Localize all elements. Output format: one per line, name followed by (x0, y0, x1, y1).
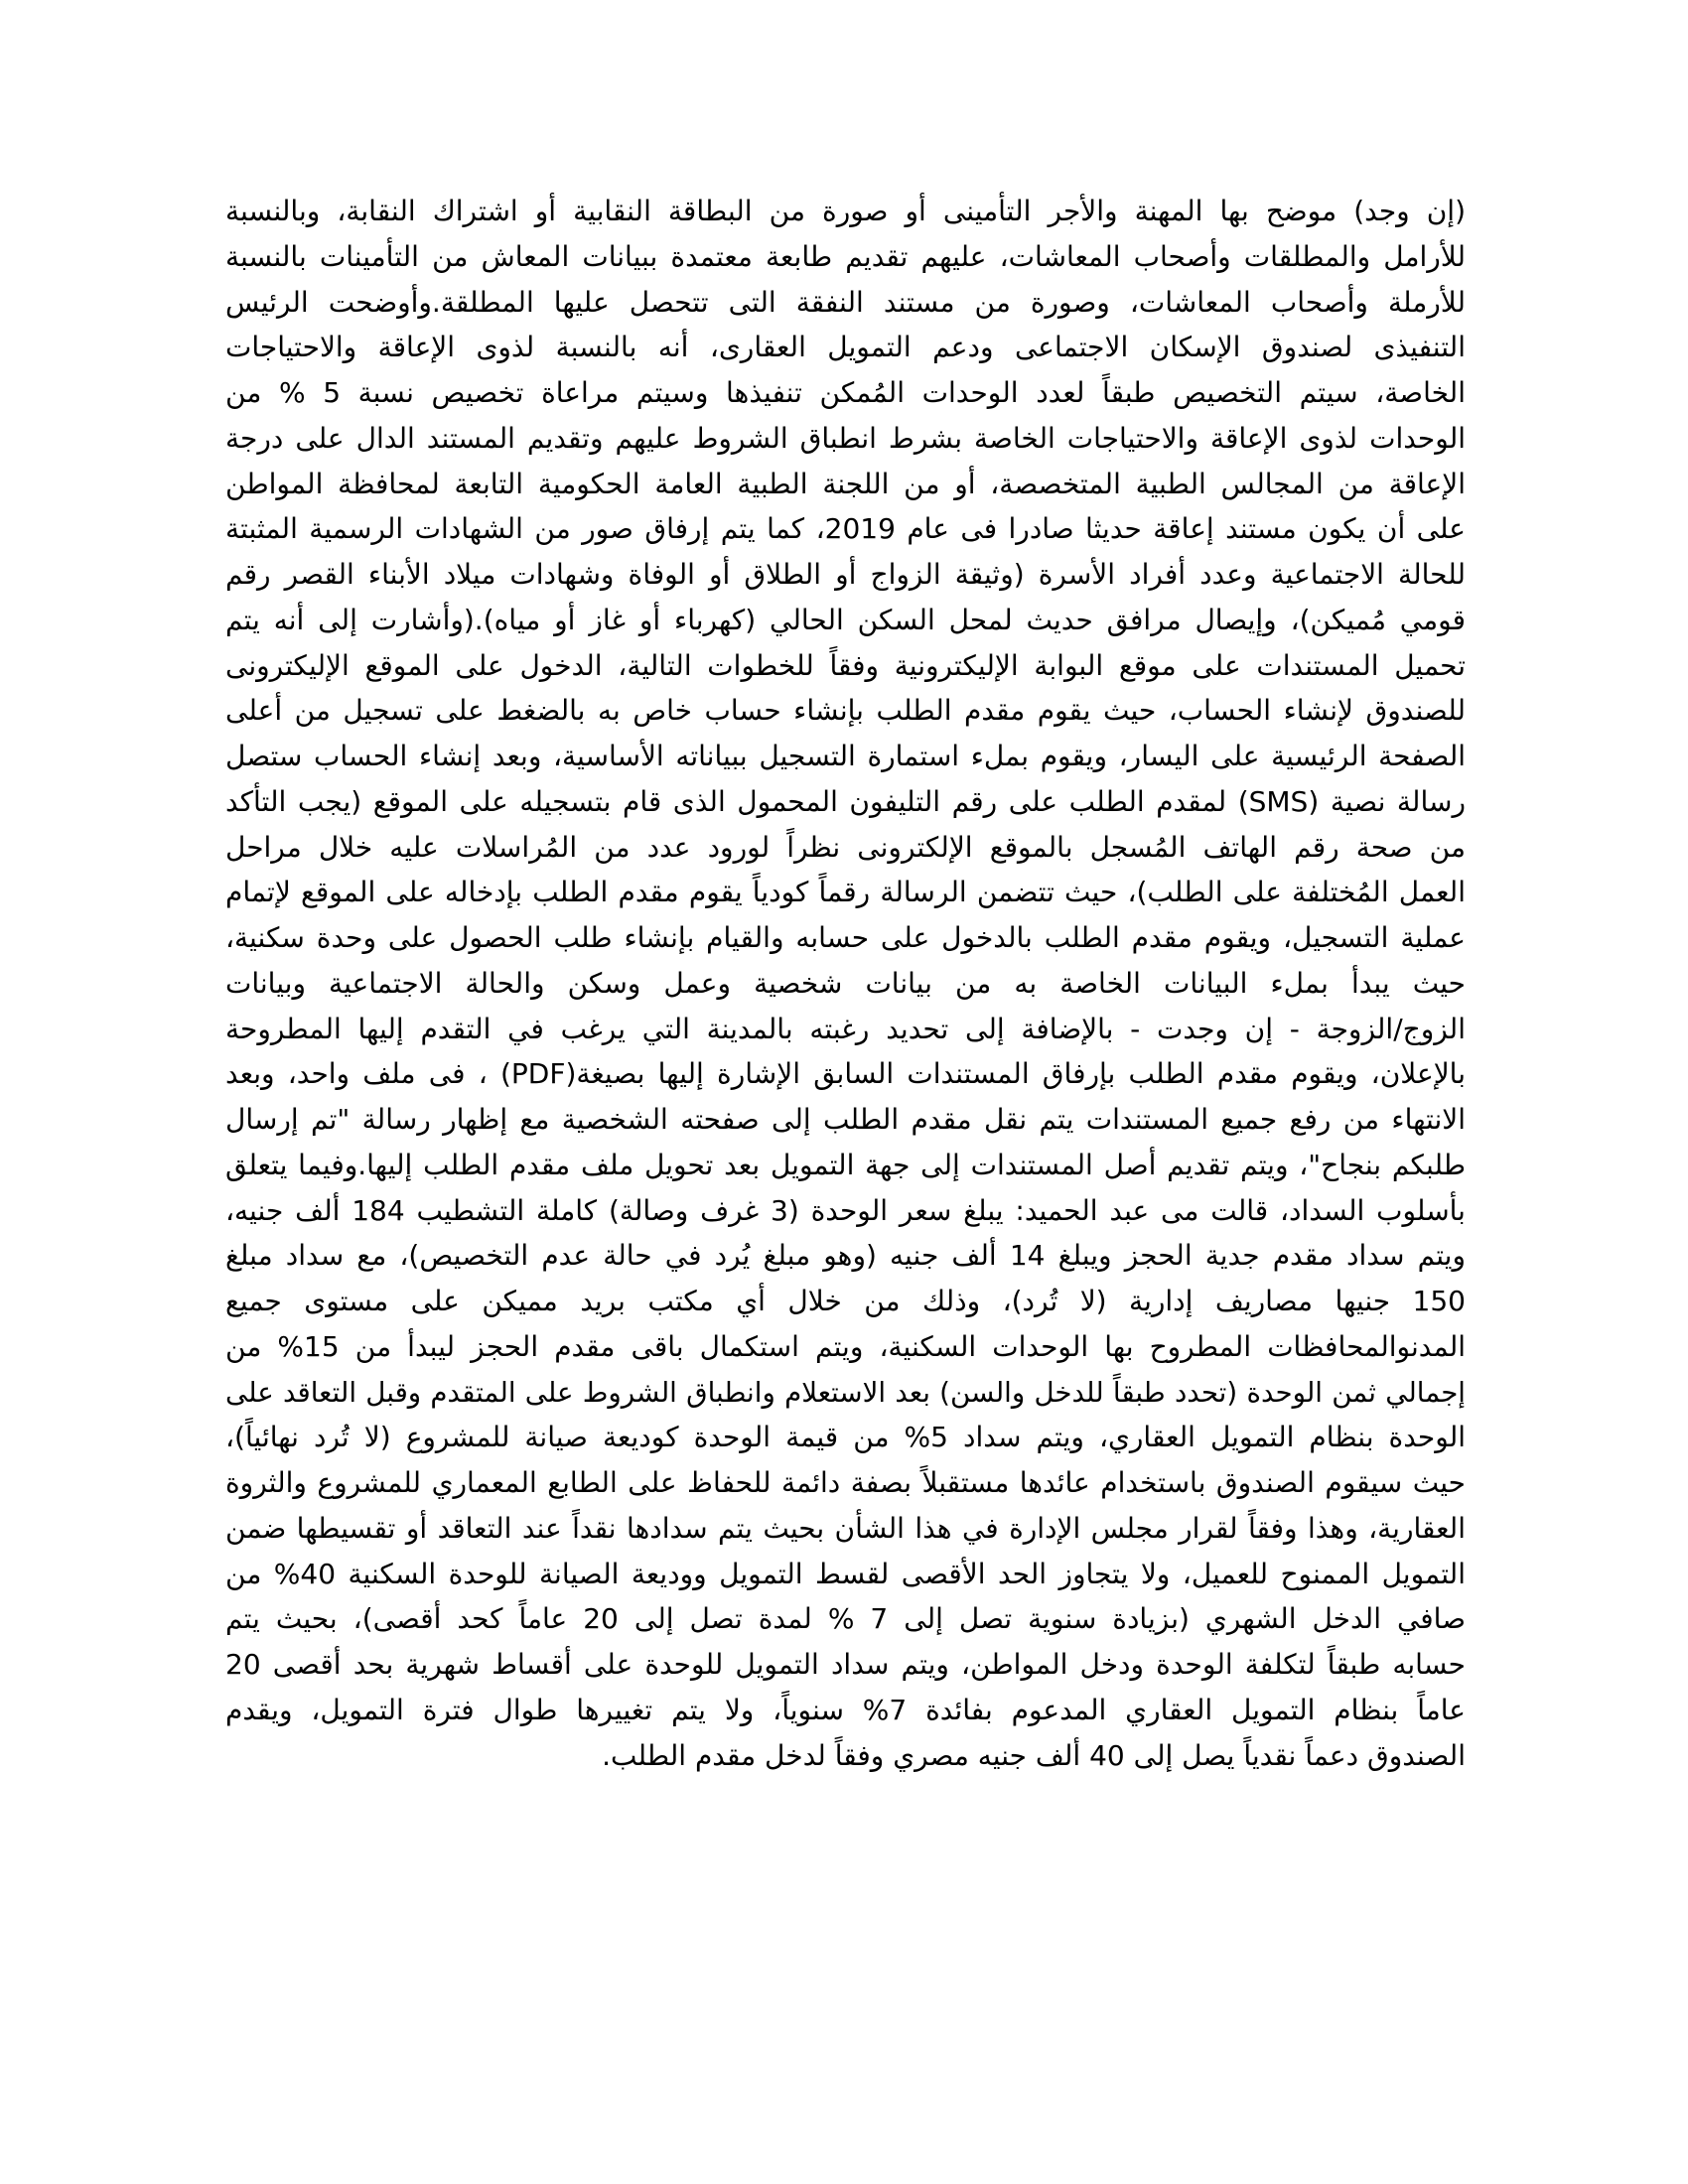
text-line: عملية التسجيل، ويقوم مقدم الطلب بالدخول على حسابه والقيام بإنشاء طلب الحصول على وحدة سكنية، (225, 921, 1466, 954)
text-line: (إن وجد) موضح بها المهنة والأجر التأمينى أو صورة من البطاقة النقابية أو اشتراك النقابة، وبالنسبة (225, 195, 1466, 227)
text-line: العمل المُختلفة على الطلب)، حيث تتضمن الرسالة رقماً كودياً يقوم مقدم الطلب بإدخاله على الموقع لإتمام (225, 876, 1466, 909)
text-line: التمويل الممنوح للعميل، ولا يتجاوز الحد الأقصى لقسط التمويل ووديعة الصيانة للوحدة السكنية 40% من (225, 1557, 1466, 1590)
text-line: ويتم سداد مقدم جدية الحجز ويبلغ 14 ألف جنيه (وهو مبلغ يُرد في حالة عدم التخصيص)، مع سداد مبلغ (225, 1239, 1466, 1273)
text-line: للصندوق لإنشاء الحساب، حيث يقوم مقدم الطلب بإنشاء حساب خاص به بالضغط على تسجيل من أعلى (225, 694, 1466, 728)
text-line: للحالة الاجتماعية وعدد أفراد الأسرة (وثيقة الزواج أو الطلاق أو الوفاة وشهادات ميلاد الأبناء القصر رقم (225, 558, 1466, 591)
text-line: على أن يكون مستند إعاقة حديثا صادرا فى عام 2019، كما يتم إرفاق صور من الشهادات الرسمية المثبتة (225, 512, 1466, 546)
text-line: المدنوالمحافظات المطروح بها الوحدات السكنية، ويتم استكمال باقى مقدم الحجز ليبدأ من 15% من (225, 1329, 1466, 1363)
text-line: الانتهاء من رفع جميع المستندات يتم نقل مقدم الطلب إلى صفحته الشخصية مع إظهار رسالة "تم إرسال (225, 1103, 1466, 1136)
text-line: حيث يبدأ بملء البيانات الخاصة به من بيانات شخصية وعمل وسكن والحالة الاجتماعية وبيانات (225, 966, 1466, 1000)
text-line: بالإعلان، ويقوم مقدم الطلب بإرفاق المستندات السابق الإشارة إليها بصيغة(PDF) ، فى ملف واحد، وبعد (225, 1057, 1466, 1091)
text-line: قومي مُميكن)، وإيصال مرافق حديث لمحل السكن الحالي (كهرباء أو غاز أو مياه).(وأشارت إلى أنه يتم (225, 603, 1466, 636)
text-line: من صحة رقم الهاتف المُسجل بالموقع الإلكترونى نظراً لورود عدد من المُراسلات عليه خلال مراحل (225, 830, 1466, 864)
text-line: الوحدات لذوى الإعاقة والاحتياجات الخاصة بشرط انطباق الشروط عليهم وتقديم المستند الدال على درجة (225, 421, 1466, 455)
text-line: الخاصة، سيتم التخصيص طبقاً لعدد الوحدات المُمكن تنفيذها وسيتم مراعاة تخصيص نسبة 5 % من (225, 376, 1466, 409)
text-line: إجمالي ثمن الوحدة (تحدد طبقاً للدخل والسن) بعد الاستعلام وانطباق الشروط على المتقدم وقبل التعاقد على (225, 1375, 1466, 1409)
body-text (225, 189, 1466, 1778)
text-line: للأرامل والمطلقات وأصحاب المعاشات، عليهم تقديم طابعة معتمدة ببيانات المعاش من التأمينات بالنسبة (225, 239, 1466, 273)
text-line: الإعاقة من المجالس الطبية المتخصصة، أو من اللجنة الطبية العامة الحكومية التابعة لمحافظة المواطن (225, 467, 1466, 500)
text-line: الصندوق دعماً نقدياً يصل إلى 40 ألف جنيه مصري وفقاً لدخل مقدم الطلب. (602, 1738, 1466, 1772)
text-line: رسالة نصية (SMS) لمقدم الطلب على رقم التليفون المحمول الذى قام بتسجيله على الموقع (يجب التأكد (225, 784, 1466, 818)
text-line: بأسلوب السداد، قالت مى عبد الحميد: يبلغ سعر الوحدة (3 غرف وصالة) كاملة التشطيب 184 ألف جنيه، (225, 1193, 1466, 1227)
text-line: للأرملة وأصحاب المعاشات، وصورة من مستند النفقة التى تتحصل عليها المطلقة.وأوضحت الرئيس (225, 285, 1466, 319)
text-line: الصفحة الرئيسية على اليسار، ويقوم بملء استمارة التسجيل ببياناته الأساسية، وبعد إنشاء الحساب ستصل (225, 740, 1466, 772)
text-line: الزوج/الزوجة - إن وجدت - بالإضافة إلى تحديد رغبته بالمدينة التي يرغب في التقدم إليها المطروحة (225, 1012, 1466, 1045)
text-line: العقارية، وهذا وفقاً لقرار مجلس الإدارة في هذا الشأن بحيث يتم سدادها نقداً عند التعاقد أو تقسيطها ضمن (225, 1511, 1466, 1545)
text-line: طلبكم بنجاح"، ويتم تقديم أصل المستندات إلى جهة التمويل بعد تحويل ملف مقدم الطلب إليها.وفيما يتعلق (225, 1148, 1466, 1181)
text-line: الوحدة بنظام التمويل العقاري، ويتم سداد 5% من قيمة الوحدة كوديعة صيانة للمشروع (لا تُرد نهائياً)، (225, 1421, 1466, 1454)
text-line: صافي الدخل الشهري (بزيادة سنوية تصل إلى 7 % لمدة تصل إلى 20 عاماً كحد أقصى)، بحيث يتم (225, 1602, 1466, 1636)
text-line: تحميل المستندات على موقع البوابة الإليكترونية وفقاً للخطوات التالية، الدخول على الموقع الإليكترونى (225, 648, 1466, 682)
text-line: حسابه طبقاً لتكلفة الوحدة ودخل المواطن، ويتم سداد التمويل للوحدة على أقساط شهرية بحد أقصى 20 (225, 1648, 1466, 1681)
text-line: عاماً بنظام التمويل العقاري المدعوم بفائدة 7% سنوياً، ولا يتم تغييرها طوال فترة التمويل، ويقدم (225, 1693, 1466, 1726)
text-line: حيث سيقوم الصندوق باستخدام عائدها مستقبلاً بصفة دائمة للحفاظ على الطابع المعماري للمشروع والثروة (225, 1466, 1466, 1499)
text-line: 150 جنيها مصاريف إدارية (لا تُرد)، وذلك من خلال أي مكتب بريد مميكن على مستوى جميع (225, 1285, 1466, 1317)
text-line: التنفيذى لصندوق الإسكان الاجتماعى ودعم التمويل العقارى، أنه بالنسبة لذوى الإعاقة والاحتياجات (225, 331, 1466, 364)
